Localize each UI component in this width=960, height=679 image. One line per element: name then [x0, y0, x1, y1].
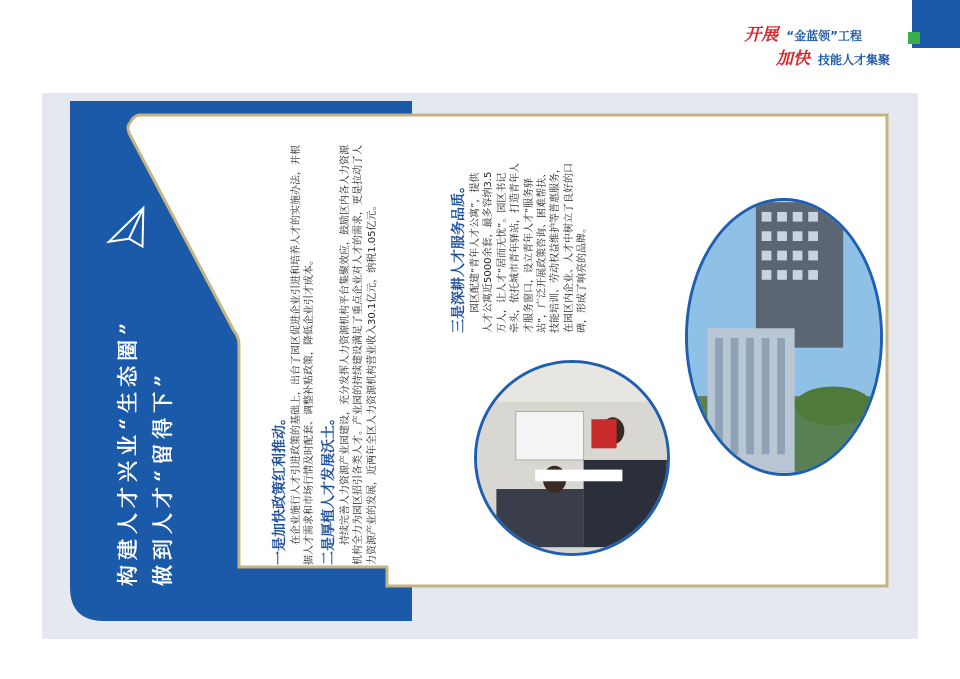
section-3-heading: 三是深耕人才服务品质。	[451, 179, 467, 333]
section-1-heading: 一是加快政策红利推动。	[272, 411, 288, 565]
header-line-1-blue: “金蓝领”工程	[786, 29, 862, 43]
article-column-2	[450, 163, 664, 333]
section-2-body: 持续完善人力资源产业园建设，充分发挥人力资源机构平台集聚效应，鼓励区内各人力资源机构全力为园区招引各类人才。产业园的持续建设满足了重点企业对人才的需求，更是拉动了人力资源产业的发展，近两年全区人力资源机构营业收入30.1亿元，纳税1.05亿元。	[339, 145, 378, 565]
meeting-photo	[474, 360, 670, 556]
slogan-line-2: 做到人才“留得下”	[150, 369, 175, 586]
building-photo	[685, 198, 883, 476]
section-2-heading: 二是厚植人才发展沃土。	[320, 411, 337, 565]
header-line-2-blue: 技能人才集聚	[817, 53, 890, 67]
section-3-body: 园区配建“青年人才公寓”，提供人才公寓近5000余套，最多容纳3.5万人，让人才“居而无忧”。园区书记牵头，依托城市青年驿站，打造青年人才服务窗口，设立青年人才“服务驿站”，广泛开展政策咨询、困难帮扶、技能培训、劳动权益维护等普惠服务，在园区内企业、人才中树立了良好的口碑，形成了响亮的品牌。	[470, 163, 589, 333]
corner-square-green	[908, 32, 920, 44]
header-line-1-red: 开展	[744, 25, 779, 45]
header-line-2-red: 加快	[775, 49, 810, 69]
header-line-2	[776, 44, 890, 69]
article-column	[271, 141, 464, 565]
section-1-body: 在企业施行人才引进政策的基础上，出台了园区促进企业引进和培养人才的实施办法，并根据人才需求和市场行情及时配套、调整补贴政策，降低企业引才成本。	[291, 145, 316, 565]
poster-board	[42, 93, 918, 639]
header-line-1	[744, 20, 862, 45]
slogan-line-1: 构建人才兴业“生态圈”	[115, 317, 140, 586]
